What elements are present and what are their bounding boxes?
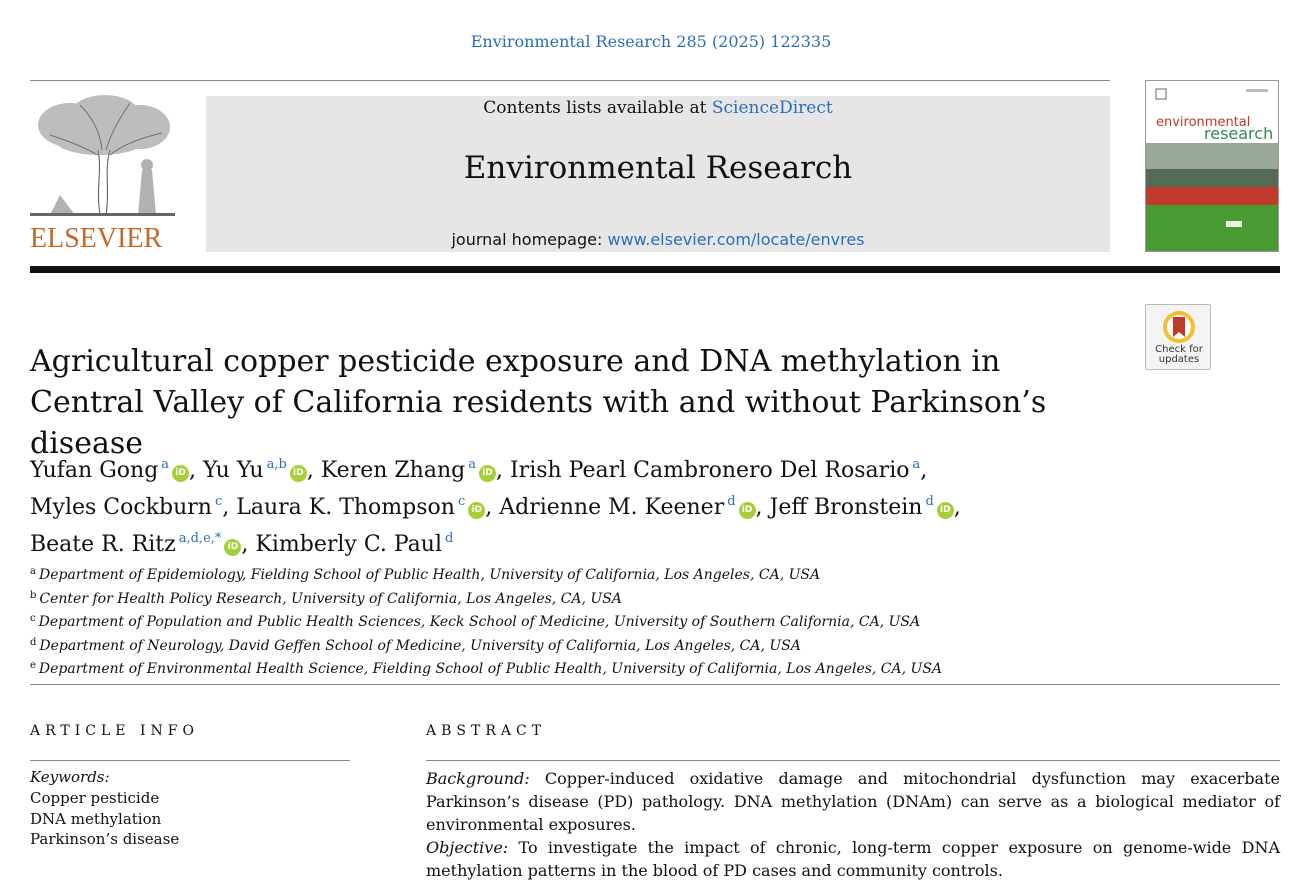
affiliation-letter: c [30,613,36,624]
affiliation-marker[interactable]: d [925,494,934,509]
affiliation-marker[interactable]: a,b [266,457,287,472]
affiliation-letter: d [30,636,37,648]
cover-title-1: environmental [1156,115,1251,130]
affiliation-letter: a [30,566,36,577]
author-name-text[interactable]: Kimberly C. Paul [255,532,443,557]
affiliation-text: Department of Epidemiology, Fielding School of Public Health, University of California, Los Angeles, CA, USA [38,567,821,583]
abstract-background-label: Background: [426,769,530,788]
affiliation-list [30,562,1130,680]
author-name[interactable] [770,495,961,520]
affiliation-text: Department of Population and Public Health Sciences, Keck School of Medicine, University of Southern California, CA, USA [38,614,921,630]
abstract-body [426,767,1280,882]
journal-cover[interactable] [1145,80,1279,252]
author-separator: , [485,495,500,520]
journal-citation[interactable]: Environmental Research 285 (2025) 122335 [470,32,832,51]
cover-image [1146,81,1278,251]
sciencedirect-link[interactable]: ScienceDirect [711,98,833,118]
affiliation-marker[interactable]: c [214,494,223,509]
author-name[interactable] [255,532,453,557]
header-divider [30,266,1280,273]
check-for-updates-button[interactable] [1145,304,1211,370]
affiliation-marker[interactable]: a [161,457,170,472]
affiliation-text: Department of Environmental Health Science, Fielding School of Public Health, University of California, Los Angeles, CA, USA [38,661,943,677]
author-name[interactable] [30,495,236,520]
author-separator: , [306,458,321,483]
affiliation-letter: b [30,589,37,601]
author-list [30,449,1130,560]
affiliation-letter: e [30,660,36,671]
author-name[interactable] [236,495,499,520]
keyword-list [30,788,179,850]
author-name-text[interactable]: Beate R. Ritz [30,532,176,557]
author-name-text[interactable]: Laura K. Thompson [236,495,455,520]
article-info-heading: ARTICLE INFO [30,723,199,739]
author-separator: , [920,458,928,483]
author-separator: , [189,458,204,483]
author-name[interactable] [321,458,510,483]
orcid-icon[interactable]: iD [739,502,756,519]
orcid-icon[interactable]: iD [172,465,189,482]
author-separator: , [953,495,961,520]
orcid-icon[interactable]: iD [290,465,307,482]
check-for-updates-label: Check for updates [1155,344,1203,365]
author-separator: , [222,495,237,520]
affiliation-marker[interactable]: a,d,e,* [178,531,222,546]
article-title: Agricultural copper pesticide exposure and DNA methylation in Central Valley of California residents with and without Parkinson’s disease [30,344,1047,461]
homepage-line [206,230,1110,249]
cover-title-2: research [1204,124,1274,143]
author-name-text[interactable]: Jeff Bronstein [769,495,923,520]
publisher-name: ELSEVIER [30,223,163,254]
author-name[interactable] [203,458,321,483]
keyword-item: Copper pesticide [30,789,160,807]
affiliation-item [30,586,1130,610]
abstract-background-text: Copper-induced oxidative damage and mitochondrial dysfunction may exacerbate Parkinson’s disease (PD) pathology. DNA methylation (DNAm) can serve as a biological mediator of environmental exposures. [426,769,1280,834]
author-separator: , [495,458,510,483]
abstract-divider [426,760,1280,761]
section-divider [30,684,1280,685]
homepage-link[interactable]: www.elsevier.com/locate/envres [607,230,865,249]
author-name-text[interactable]: Myles Cockburn [30,495,212,520]
abstract-heading: ABSTRACT [426,723,547,739]
affiliation-item [30,633,1130,657]
abstract-objective-label: Objective: [426,838,509,857]
author-name-text[interactable]: Keren Zhang [320,458,466,483]
affiliation-marker[interactable]: d [445,531,454,546]
tree-icon [30,95,175,220]
affiliation-marker[interactable]: a [468,457,476,472]
journal-banner [206,96,1110,252]
affiliation-item [30,609,1130,633]
bookmark-icon [1146,305,1212,345]
orcid-icon[interactable]: iD [479,465,496,482]
contents-line [206,98,1110,118]
top-divider [30,80,1110,81]
orcid-icon[interactable]: iD [468,502,485,519]
author-name-text[interactable]: Irish Pearl Cambronero Del Rosario [509,458,910,483]
keyword-item: Parkinson’s disease [30,830,180,848]
author-name-text[interactable]: Yu Yu [203,458,264,483]
author-name-text[interactable]: Adrienne M. Keener [499,495,725,520]
author-name[interactable] [30,532,255,557]
author-separator: , [755,495,770,520]
keywords-label: Keywords: [30,768,110,786]
affiliation-marker[interactable]: d [727,494,736,509]
author-name[interactable] [499,495,769,520]
author-separator: , [241,532,256,557]
keyword-item: DNA methylation [30,809,162,828]
author-name[interactable] [510,458,927,483]
journal-title: Environmental Research [463,150,853,186]
affiliation-item [30,562,1130,586]
affiliation-marker[interactable]: c [457,494,466,509]
orcid-icon[interactable]: iD [224,539,241,556]
publisher-logo[interactable] [30,95,175,255]
affiliation-text: Center for Health Policy Research, University of California, Los Angeles, CA, USA [39,590,622,607]
author-name[interactable] [30,458,203,483]
affiliation-item [30,656,1130,680]
affiliation-text: Department of Neurology, David Geffen School of Medicine, University of California, Los Angeles, CA, USA [39,637,801,654]
author-name-text[interactable]: Yufan Gong [30,458,159,483]
article-info-divider [30,760,350,761]
affiliation-marker[interactable]: a [912,457,921,472]
homepage-prefix: journal homepage: [451,230,608,249]
orcid-icon[interactable]: iD [937,502,954,519]
abstract-objective-text: To investigate the impact of chronic, long-term copper exposure on genome-wide DNA methylation patterns in the blood of PD cases and community controls. [426,838,1280,880]
contents-prefix: Contents lists available at [483,98,712,118]
